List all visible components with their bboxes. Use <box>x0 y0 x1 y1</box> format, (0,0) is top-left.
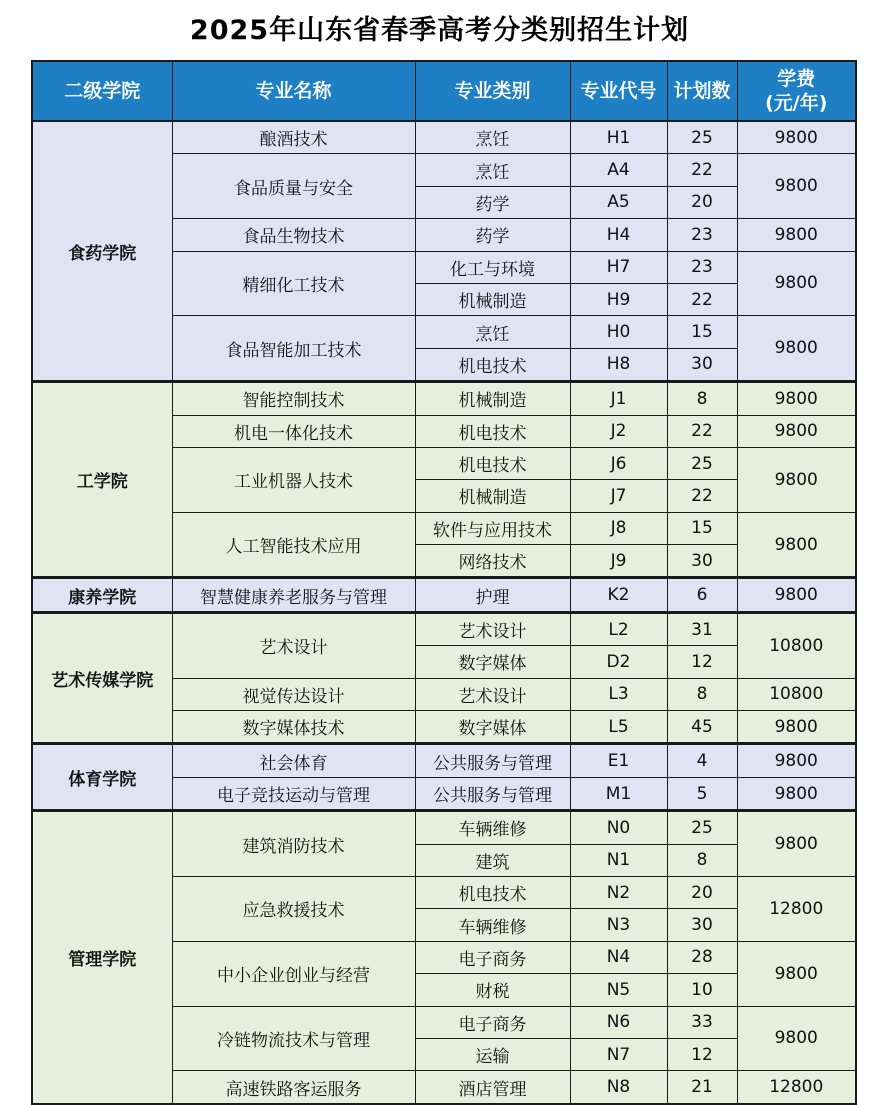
plan-count-cell: 22 <box>667 415 737 447</box>
header-plan: 计划数 <box>667 61 737 121</box>
code-cell: N5 <box>570 974 667 1006</box>
category-cell: 烹饪 <box>415 154 570 186</box>
category-cell: 软件与应用技术 <box>415 512 570 544</box>
major-name-cell: 冷链物流技术与管理 <box>172 1006 415 1071</box>
category-cell: 烹饪 <box>415 121 570 154</box>
plan-count-cell: 33 <box>667 1006 737 1038</box>
enrollment-plan-table <box>31 60 857 1105</box>
category-cell: 药学 <box>415 219 570 251</box>
major-name-cell: 艺术设计 <box>172 612 415 678</box>
plan-count-cell: 22 <box>667 154 737 186</box>
code-cell: J9 <box>570 545 667 578</box>
category-cell: 公共服务与管理 <box>415 777 570 810</box>
category-cell: 运输 <box>415 1038 570 1070</box>
code-cell: H9 <box>570 283 667 315</box>
code-cell: J6 <box>570 447 667 479</box>
code-cell: J7 <box>570 480 667 512</box>
plan-count-cell: 8 <box>667 382 737 415</box>
category-cell: 机械制造 <box>415 382 570 415</box>
tuition-cell: 9800 <box>737 512 856 578</box>
code-cell: N4 <box>570 941 667 973</box>
code-cell: A5 <box>570 186 667 218</box>
category-cell: 机电技术 <box>415 415 570 447</box>
code-cell: J1 <box>570 382 667 415</box>
category-cell: 药学 <box>415 186 570 218</box>
table-header-row <box>32 61 856 121</box>
page-title: 2025年山东省春季高考分类别招生计划 <box>189 15 690 46</box>
plan-count-cell: 30 <box>667 909 737 941</box>
tuition-cell: 9800 <box>737 1006 856 1071</box>
major-name-cell: 食品生物技术 <box>172 219 415 251</box>
header-major: 专业名称 <box>172 61 415 121</box>
major-name-cell: 电子竞技运动与管理 <box>172 777 415 810</box>
major-name-cell: 精细化工技术 <box>172 251 415 316</box>
code-cell: K2 <box>570 578 667 612</box>
plan-count-cell: 21 <box>667 1071 737 1104</box>
code-cell: H8 <box>570 348 667 381</box>
plan-count-cell: 30 <box>667 545 737 578</box>
code-cell: J2 <box>570 415 667 447</box>
category-cell: 酒店管理 <box>415 1071 570 1104</box>
tuition-cell: 9800 <box>737 316 856 382</box>
table-row <box>32 578 856 612</box>
tuition-cell: 10800 <box>737 678 856 710</box>
plan-count-cell: 12 <box>667 646 737 678</box>
major-name-cell: 食品智能加工技术 <box>172 316 415 382</box>
table-row <box>32 121 856 154</box>
code-cell: H0 <box>570 316 667 348</box>
category-cell: 电子商务 <box>415 941 570 973</box>
code-cell: E1 <box>570 744 667 777</box>
category-cell: 机电技术 <box>415 447 570 479</box>
table-row <box>32 811 856 844</box>
header-category: 专业类别 <box>415 61 570 121</box>
tuition-cell: 9800 <box>737 382 856 415</box>
plan-count-cell: 12 <box>667 1038 737 1070</box>
category-cell: 艺术设计 <box>415 612 570 645</box>
major-name-cell: 应急救援技术 <box>172 876 415 941</box>
tuition-cell: 9800 <box>737 811 856 877</box>
college-name-cell: 体育学院 <box>32 744 172 811</box>
tuition-cell: 9800 <box>737 154 856 219</box>
plan-count-cell: 20 <box>667 186 737 218</box>
major-name-cell: 酿酒技术 <box>172 121 415 154</box>
tuition-cell: 10800 <box>737 612 856 678</box>
code-cell: H1 <box>570 121 667 154</box>
plan-count-cell: 45 <box>667 711 737 744</box>
tuition-cell: 9800 <box>737 121 856 154</box>
tuition-cell: 9800 <box>737 744 856 777</box>
plan-count-cell: 30 <box>667 348 737 381</box>
major-name-cell: 智能控制技术 <box>172 382 415 415</box>
plan-count-cell: 20 <box>667 876 737 908</box>
category-cell: 车辆维修 <box>415 811 570 844</box>
category-cell: 车辆维修 <box>415 909 570 941</box>
tuition-cell: 12800 <box>737 876 856 941</box>
category-cell: 机械制造 <box>415 480 570 512</box>
code-cell: L2 <box>570 612 667 645</box>
category-cell: 机电技术 <box>415 876 570 908</box>
plan-count-cell: 23 <box>667 219 737 251</box>
code-cell: J8 <box>570 512 667 544</box>
plan-count-cell: 25 <box>667 811 737 844</box>
category-cell: 数字媒体 <box>415 646 570 678</box>
header-code: 专业代号 <box>570 61 667 121</box>
major-name-cell: 人工智能技术应用 <box>172 512 415 578</box>
plan-count-cell: 4 <box>667 744 737 777</box>
code-cell: H7 <box>570 251 667 283</box>
plan-count-cell: 5 <box>667 777 737 810</box>
tuition-cell: 9800 <box>737 941 856 1006</box>
category-cell: 艺术设计 <box>415 678 570 710</box>
header-college: 二级学院 <box>32 61 172 121</box>
plan-count-cell: 25 <box>667 121 737 154</box>
major-name-cell: 建筑消防技术 <box>172 811 415 877</box>
tuition-cell: 9800 <box>737 251 856 316</box>
tuition-cell: 9800 <box>737 447 856 512</box>
college-name-cell: 管理学院 <box>32 811 172 1104</box>
tuition-cell: 9800 <box>737 777 856 810</box>
major-name-cell: 机电一体化技术 <box>172 415 415 447</box>
tuition-cell: 9800 <box>737 219 856 251</box>
tuition-cell: 9800 <box>737 578 856 612</box>
plan-count-cell: 31 <box>667 612 737 645</box>
table-row <box>32 382 856 415</box>
code-cell: N6 <box>570 1006 667 1038</box>
tuition-cell: 9800 <box>737 415 856 447</box>
code-cell: L3 <box>570 678 667 710</box>
plan-count-cell: 8 <box>667 678 737 710</box>
plan-count-cell: 8 <box>667 844 737 876</box>
code-cell: N7 <box>570 1038 667 1070</box>
plan-count-cell: 22 <box>667 283 737 315</box>
header-fee <box>737 61 856 121</box>
header-fee-line1: 学费 <box>777 68 816 90</box>
code-cell: D2 <box>570 646 667 678</box>
category-cell: 电子商务 <box>415 1006 570 1038</box>
plan-count-cell: 28 <box>667 941 737 973</box>
code-cell: L5 <box>570 711 667 744</box>
tuition-cell: 12800 <box>737 1071 856 1104</box>
code-cell: N2 <box>570 876 667 908</box>
plan-count-cell: 25 <box>667 447 737 479</box>
code-cell: N1 <box>570 844 667 876</box>
major-name-cell: 数字媒体技术 <box>172 711 415 744</box>
tuition-cell: 9800 <box>737 711 856 744</box>
category-cell: 建筑 <box>415 844 570 876</box>
college-name-cell: 食药学院 <box>32 121 172 382</box>
plan-count-cell: 23 <box>667 251 737 283</box>
code-cell: N3 <box>570 909 667 941</box>
plan-count-cell: 6 <box>667 578 737 612</box>
category-cell: 烹饪 <box>415 316 570 348</box>
category-cell: 护理 <box>415 578 570 612</box>
code-cell: H4 <box>570 219 667 251</box>
college-name-cell: 工学院 <box>32 382 172 578</box>
major-name-cell: 视觉传达设计 <box>172 678 415 710</box>
plan-count-cell: 15 <box>667 512 737 544</box>
major-name-cell: 中小企业创业与经营 <box>172 941 415 1006</box>
category-cell: 机电技术 <box>415 348 570 381</box>
major-name-cell: 社会体育 <box>172 744 415 777</box>
major-name-cell: 智慧健康养老服务与管理 <box>172 578 415 612</box>
code-cell: N0 <box>570 811 667 844</box>
table-row <box>32 744 856 777</box>
category-cell: 网络技术 <box>415 545 570 578</box>
table-body <box>32 121 856 1104</box>
table-row <box>32 612 856 645</box>
major-name-cell: 食品质量与安全 <box>172 154 415 219</box>
college-name-cell: 艺术传媒学院 <box>32 612 172 744</box>
college-name-cell: 康养学院 <box>32 578 172 612</box>
category-cell: 公共服务与管理 <box>415 744 570 777</box>
category-cell: 财税 <box>415 974 570 1006</box>
major-name-cell: 高速铁路客运服务 <box>172 1071 415 1104</box>
header-fee-line2: (元/年) <box>765 92 828 114</box>
category-cell: 机械制造 <box>415 283 570 315</box>
plan-count-cell: 15 <box>667 316 737 348</box>
code-cell: N8 <box>570 1071 667 1104</box>
code-cell: M1 <box>570 777 667 810</box>
plan-count-cell: 22 <box>667 480 737 512</box>
major-name-cell: 工业机器人技术 <box>172 447 415 512</box>
category-cell: 数字媒体 <box>415 711 570 744</box>
code-cell: A4 <box>570 154 667 186</box>
category-cell: 化工与环境 <box>415 251 570 283</box>
plan-count-cell: 10 <box>667 974 737 1006</box>
